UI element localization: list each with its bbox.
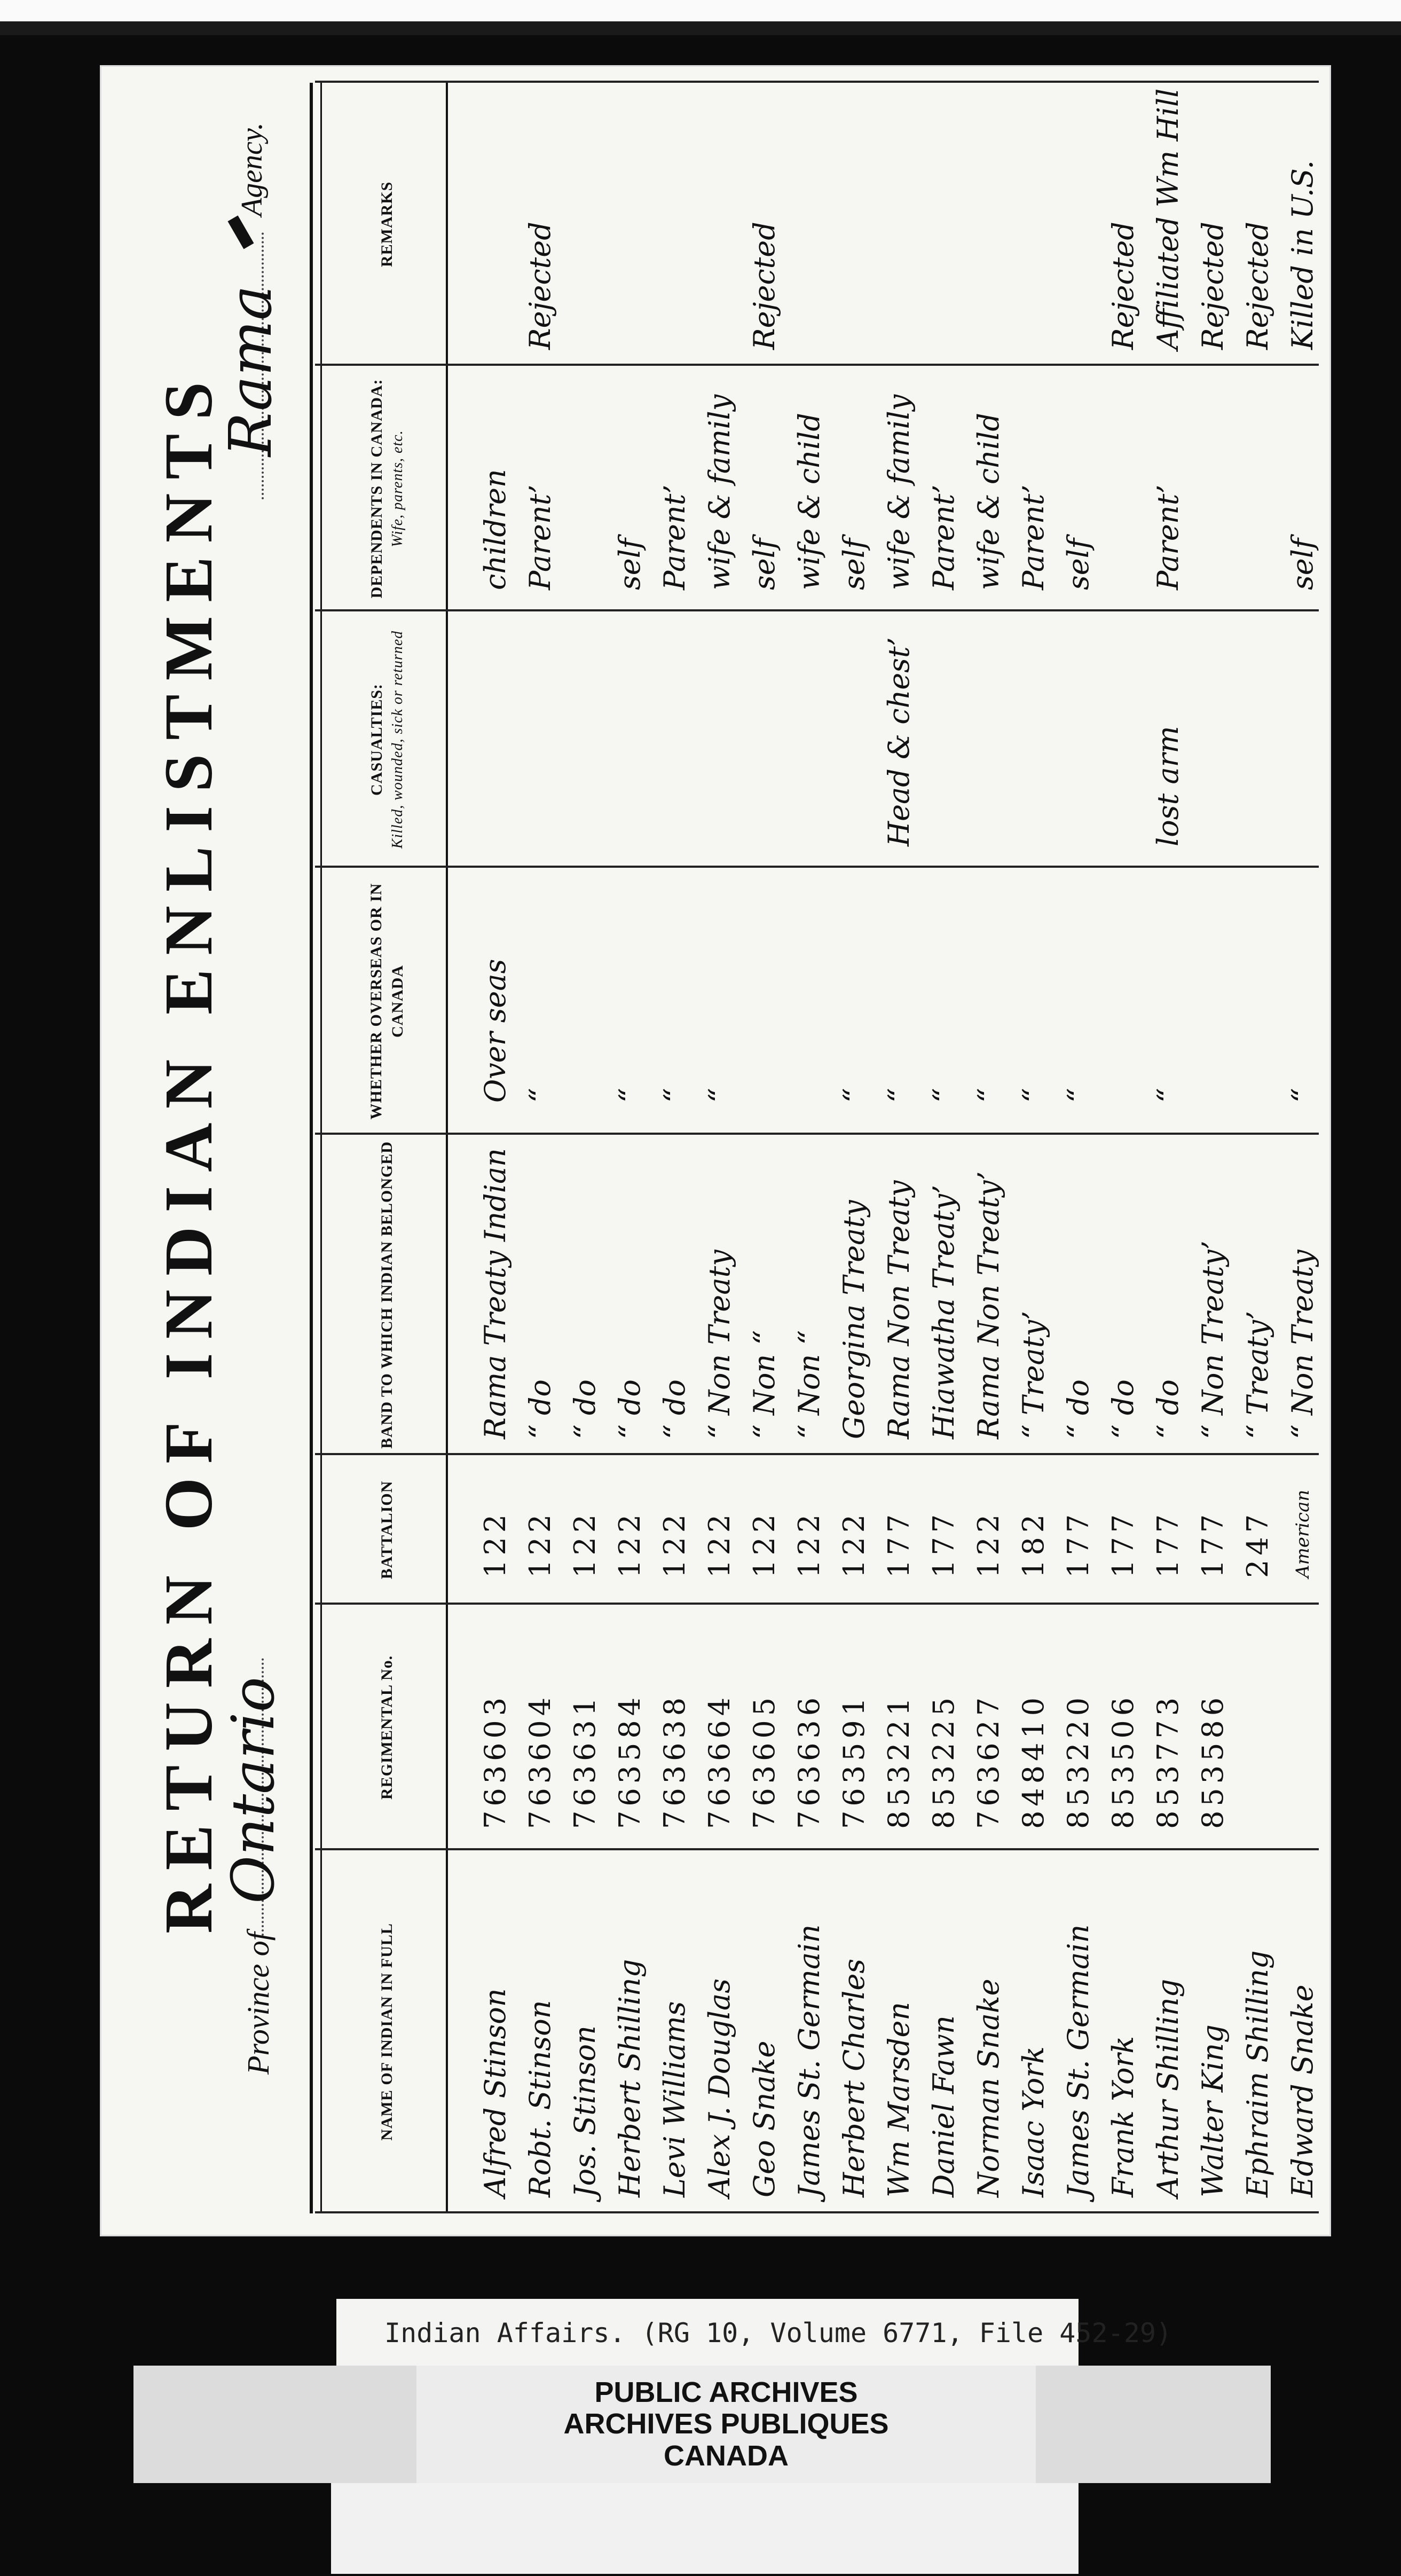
cell-rem: Rejected — [1241, 222, 1274, 350]
cell-band: “ do — [1061, 1379, 1095, 1439]
cell-reg: 853773 — [1151, 1693, 1185, 1829]
cell-bat: 177 — [1196, 1510, 1230, 1578]
agency-label: Agency. — [235, 122, 269, 216]
cell-band: “ do — [1106, 1379, 1140, 1439]
cell-name: Robt. Stinson — [523, 2000, 557, 2197]
cell-dep: Parent’ — [523, 484, 557, 590]
header-dependents: DEPENDENTS IN CANADA: Wife, parents, etc. — [367, 379, 406, 599]
cell-name: Alfred Stinson — [478, 1988, 512, 2197]
top-margin — [0, 0, 1401, 21]
cell-dep: Parent’ — [1151, 484, 1185, 590]
cell-reg: 763636 — [792, 1693, 826, 1829]
header-band: BAND TO WHICH INDIAN BELONGED — [377, 1141, 396, 1449]
cell-name: James St. Germain — [792, 1924, 826, 2197]
cell-band: “ Non “ — [747, 1330, 781, 1439]
cell-name: Herbert Shilling — [613, 1959, 647, 2197]
cell-name: Alex J. Douglas — [703, 1978, 736, 2197]
cell-overseas: “ — [523, 1088, 557, 1103]
cell-reg: 763604 — [523, 1693, 557, 1829]
cell-bat: 177 — [1151, 1510, 1185, 1578]
table-row — [784, 67, 835, 2235]
cell-reg: 763584 — [613, 1693, 647, 1829]
cell-dep: children — [478, 469, 512, 590]
cell-name: James St. Germain — [1061, 1924, 1095, 2197]
cell-dep: wife & family — [882, 394, 916, 590]
cell-overseas: “ — [703, 1088, 736, 1103]
cell-rem: Rejected — [1106, 222, 1140, 350]
cell-bat: 122 — [792, 1510, 826, 1578]
cell-bat: 122 — [837, 1510, 871, 1578]
cell-band: “ Non “ — [792, 1330, 826, 1439]
cell-rem: Killed in U.S. — [1286, 160, 1319, 350]
cell-band: Rama Non Treaty — [882, 1180, 916, 1439]
cell-bat: 122 — [747, 1510, 781, 1578]
ink-mark — [227, 216, 254, 249]
header-rule-top-thin — [320, 83, 322, 2213]
cell-name: Walter King — [1196, 2024, 1230, 2197]
cell-bat: 177 — [1061, 1510, 1095, 1578]
cell-bat: 122 — [478, 1510, 512, 1578]
cell-band: “ Treaty’ — [1017, 1310, 1050, 1439]
cell-overseas: “ — [972, 1088, 1005, 1103]
cell-bat: 177 — [882, 1510, 916, 1578]
cell-reg: 763605 — [747, 1693, 781, 1829]
header-battalion: BATTALION — [377, 1480, 396, 1580]
cell-overseas: “ — [1061, 1088, 1095, 1103]
header-remarks: REMARKS — [377, 181, 396, 268]
cell-band: Rama Treaty Indian — [478, 1148, 512, 1439]
agency-value: Rama — [216, 285, 285, 457]
table-row — [1277, 67, 1328, 2235]
cell-dep: Parent’ — [1017, 484, 1050, 590]
province-label: Province of — [241, 1932, 276, 2075]
cell-band: “ do — [568, 1379, 602, 1439]
header-casualties: CASUALTIES: Killed, wounded, sick or returned — [367, 630, 406, 849]
cell-reg: 853220 — [1061, 1693, 1095, 1829]
table-row — [560, 67, 611, 2235]
cell-bat: 182 — [1017, 1510, 1050, 1578]
cell-band: “ Non Treaty — [1286, 1250, 1319, 1439]
cell-name: Norman Snake — [972, 1978, 1005, 2197]
cell-band: Hiawatha Treaty’ — [927, 1184, 961, 1439]
header-regimental: REGIMENTAL No. — [377, 1655, 396, 1800]
cell-overseas: “ — [658, 1088, 691, 1103]
cell-name: Isaac York — [1017, 2046, 1050, 2197]
cell-rem: Rejected — [747, 222, 781, 350]
cell-reg: 763591 — [837, 1693, 871, 1829]
cell-band: “ do — [658, 1379, 691, 1439]
cell-name: Wm Marsden — [882, 2001, 916, 2197]
citation-text: Indian Affairs. (RG 10, Volume 6771, File 452-29) — [384, 2318, 1172, 2349]
enlistment-form — [101, 67, 1329, 2235]
cell-name: Levi Williams — [658, 2001, 691, 2197]
table-row — [873, 67, 925, 2235]
cell-dep: self — [613, 538, 647, 590]
table-row — [1008, 67, 1059, 2235]
header-rule-bottom — [446, 83, 448, 2213]
cell-band: “ Non Treaty’ — [1196, 1240, 1230, 1439]
cell-band: “ Treaty’ — [1241, 1310, 1274, 1439]
archive-stamp — [416, 2366, 1036, 2483]
cell-overseas: “ — [927, 1088, 961, 1103]
cell-name: Jos. Stinson — [568, 2025, 602, 2197]
cell-dep: self — [747, 538, 781, 590]
table-row — [694, 67, 745, 2235]
archive-line-2: ARCHIVES PUBLIQUES — [563, 2408, 889, 2440]
cell-reg: 853506 — [1106, 1693, 1140, 1829]
archive-line-1: PUBLIC ARCHIVES — [594, 2376, 858, 2408]
cell-dep: Parent’ — [658, 484, 691, 590]
archive-line-3: CANADA — [664, 2439, 789, 2472]
cell-rem: Rejected — [1196, 222, 1230, 350]
table-row — [649, 67, 700, 2235]
cell-name: Edward Snake — [1286, 1984, 1319, 2197]
cell-reg: 853586 — [1196, 1693, 1230, 1829]
cell-name: Daniel Fawn — [927, 2015, 961, 2197]
cell-reg: 763631 — [568, 1693, 602, 1829]
cell-band: “ do — [1151, 1379, 1185, 1439]
cell-dep: wife & child — [792, 413, 826, 590]
cell-overseas: “ — [1017, 1088, 1050, 1103]
document-title: RETURN OF INDIAN ENLISTMENTS — [151, 368, 226, 1934]
cell-bat: 122 — [568, 1510, 602, 1578]
cell-band: “ Non Treaty — [703, 1250, 736, 1439]
cell-dep: wife & family — [703, 394, 736, 590]
cell-band: Georgina Treaty — [837, 1200, 871, 1439]
table-row — [470, 67, 521, 2235]
cell-reg: 763603 — [478, 1693, 512, 1829]
cell-band: “ do — [613, 1379, 647, 1439]
province-value: Ontario — [219, 1677, 287, 1904]
cell-dep: wife & child — [972, 413, 1005, 590]
cell-reg: 763638 — [658, 1693, 691, 1829]
cell-bat: 122 — [523, 1510, 557, 1578]
table-row — [1053, 67, 1104, 2235]
cell-overseas: Over seas — [478, 959, 512, 1103]
header-rule-top — [310, 83, 313, 2213]
cell-band: “ do — [523, 1379, 557, 1439]
cell-bat: 247 — [1241, 1510, 1274, 1578]
cell-cas: Head & chest’ — [882, 637, 916, 846]
cell-bat: 177 — [927, 1510, 961, 1578]
cell-name: Herbert Charles — [837, 1958, 871, 2197]
table-row — [963, 67, 1014, 2235]
cell-name: Arthur Shilling — [1151, 1978, 1185, 2197]
table-row — [604, 67, 656, 2235]
cell-dep: Parent’ — [927, 484, 961, 590]
cell-overseas: “ — [882, 1088, 916, 1103]
table-row — [918, 67, 970, 2235]
cell-dep: self — [1286, 538, 1319, 590]
cell-name: Ephraim Shilling — [1241, 1950, 1274, 2197]
cell-name: Geo Snake — [747, 2040, 781, 2197]
cell-reg: 853225 — [927, 1693, 961, 1829]
cell-bat: 122 — [972, 1510, 1005, 1578]
cell-bat: 122 — [613, 1510, 647, 1578]
cell-overseas: “ — [613, 1088, 647, 1103]
cell-rem: Rejected — [523, 222, 557, 350]
cell-bat: 122 — [703, 1510, 736, 1578]
table-row — [1232, 67, 1284, 2235]
cell-reg: 763627 — [972, 1693, 1005, 1829]
table-row — [1187, 67, 1239, 2235]
table-row — [1098, 67, 1149, 2235]
table-row — [1143, 67, 1194, 2235]
table-row — [739, 67, 790, 2235]
cell-overseas: “ — [1151, 1088, 1185, 1103]
header-overseas: WHETHER OVERSEAS OR IN CANADA — [367, 883, 406, 1120]
cell-bat: American — [1292, 1489, 1313, 1578]
header-name: NAME OF INDIAN IN FULL — [377, 1923, 396, 2141]
cell-cas: lost arm — [1151, 726, 1185, 846]
cell-dep: self — [1061, 538, 1095, 590]
cell-dep: self — [837, 538, 871, 590]
bottom-label — [331, 2483, 1079, 2574]
cell-overseas: “ — [1286, 1088, 1319, 1103]
cell-reg: 763664 — [703, 1693, 736, 1829]
cell-band: Rama Non Treaty’ — [972, 1171, 1005, 1439]
cell-reg: 853221 — [882, 1693, 916, 1829]
cell-bat: 122 — [658, 1510, 691, 1578]
cell-rem: Affiliated Wm Hill — [1151, 88, 1185, 350]
cell-reg: 848410 — [1017, 1693, 1050, 1829]
top-edge-shadow — [0, 21, 1401, 35]
cell-name: Frank York — [1106, 2036, 1140, 2197]
cell-bat: 177 — [1106, 1510, 1140, 1578]
table-row — [829, 67, 880, 2235]
cell-overseas: “ — [837, 1088, 871, 1103]
table-row — [515, 67, 566, 2235]
